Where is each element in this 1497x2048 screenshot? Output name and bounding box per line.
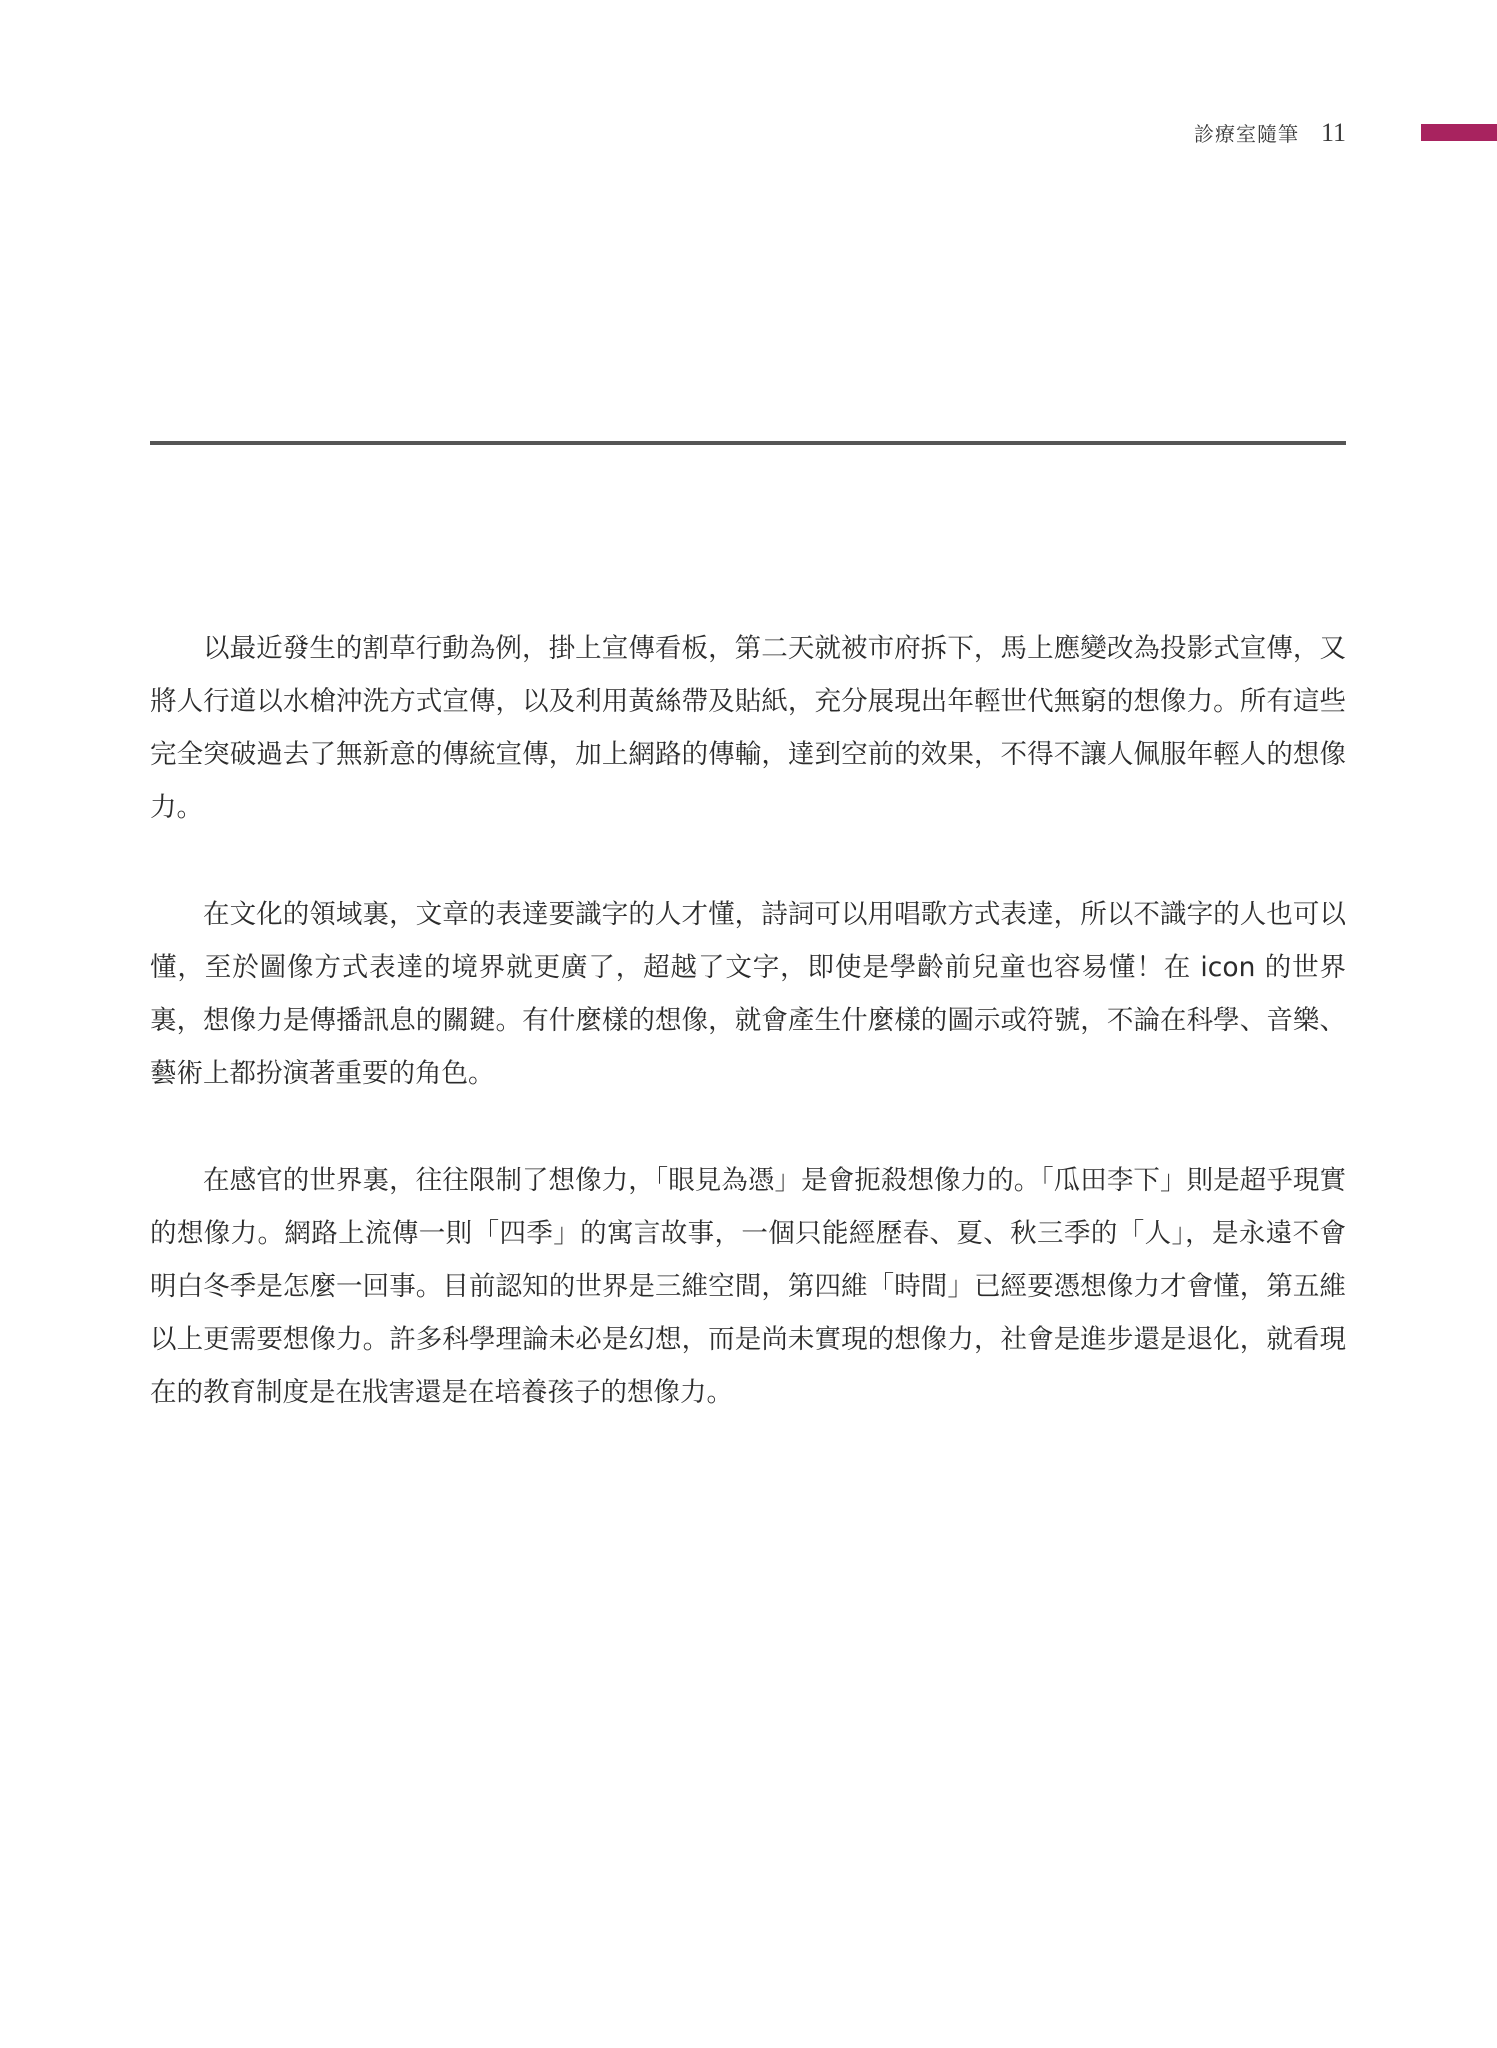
chapter-accent-tab: [1421, 124, 1497, 141]
section-divider: [150, 441, 1346, 445]
page-number: 11: [1320, 118, 1346, 147]
paragraph: 在感官的世界裏，往往限制了想像力，「眼見為憑」是會扼殺想像力的。「瓜田李下」則是超乎現實的想像力。網路上流傳一則「四季」的寓言故事，一個只能經歷春、夏、秋三季的「人」，是永遠不會明白冬季是怎麼一回事。目前認知的世界是三維空間，第四維「時間」已經要憑想像力才會懂，第五維以上更需要想像力。許多科學理論未必是幻想，而是尚未實現的想像力，社會是進步還是退化，就看現在的教育制度是在戕害還是在培養孩子的想像力。: [150, 1165, 1346, 1408]
body-text: [150, 622, 1346, 1473]
running-header: [1194, 118, 1346, 148]
paragraph: 以最近發生的割草行動為例，掛上宣傳看板，第二天就被市府拆下，馬上應變改為投影式宣傳，又將人行道以水槍沖洗方式宣傳，以及利用黃絲帶及貼紙，充分展現出年輕世代無窮的想像力。所有這些完全突破過去了無新意的傳統宣傳，加上網路的傳輸，達到空前的效果，不得不讓人佩服年輕人的想像力。: [150, 633, 1346, 823]
running-header-title: 診療室隨筆: [1193, 122, 1299, 146]
paragraph: 在文化的領域裏，文章的表達要識字的人才懂，詩詞可以用唱歌方式表達，所以不識字的人也可以懂，至於圖像方式表達的境界就更廣了，超越了文字，即使是學齡前兒童也容易懂！在 icon 的世界裏，想像力是傳播訊息的關鍵。有什麼樣的想像，就會產生什麼樣的圖示或符號，不論在科學、音樂、藝術上都扮演著重要的角色。: [150, 899, 1346, 1089]
